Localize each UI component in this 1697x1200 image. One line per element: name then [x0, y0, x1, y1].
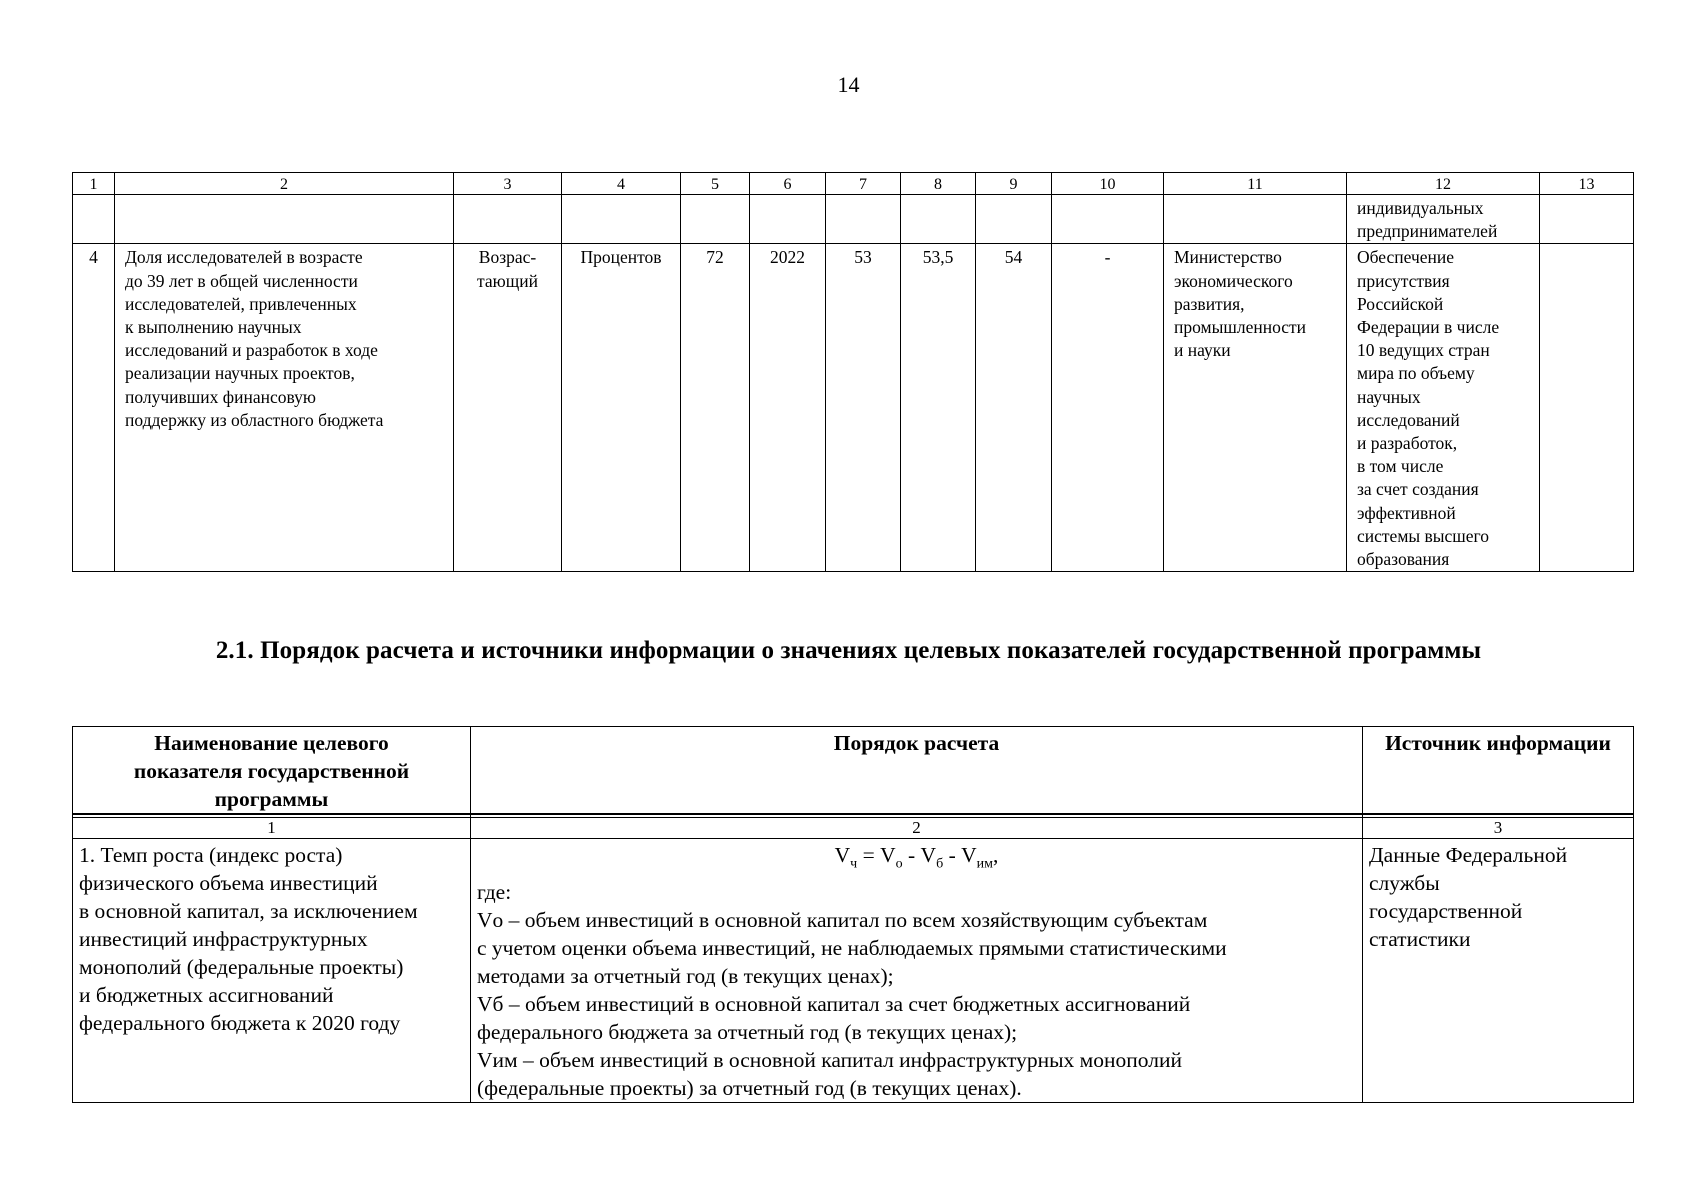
text-line: получивших финансовую: [125, 386, 316, 407]
formula-part: - V: [902, 843, 937, 867]
column-number: 2: [115, 173, 454, 195]
text-line: методами за отчетный год (в текущих ценах);: [477, 964, 894, 989]
column-number: 3: [454, 173, 562, 195]
value-cell: 54: [976, 244, 1052, 572]
text-line: Возрас-: [478, 247, 537, 268]
text-line: образования: [1357, 549, 1450, 570]
formula-subscript: им: [976, 856, 993, 872]
column-number: 2: [471, 818, 1363, 839]
calculation-table: [72, 726, 1634, 1103]
text-line: промышленности: [1174, 317, 1307, 338]
text-line: системы высшего: [1357, 525, 1490, 546]
source-cell: [1363, 839, 1634, 1103]
formula-subscript: о: [895, 856, 903, 872]
text-line: в основной капитал, за исключением: [79, 899, 418, 923]
trend-cell: [454, 244, 562, 572]
section-title: 2.1. Порядок расчета и источники информации о значениях целевых показателей государственной программы: [215, 637, 1482, 664]
row-number: 4: [73, 244, 115, 572]
formula-part: - V: [943, 843, 977, 867]
text-line: Vо – объем инвестиций в основной капитал по всем хозяйствующим субъектам: [477, 908, 1208, 933]
continuation-goal-cell: [1347, 195, 1540, 244]
text-line: исследований: [1357, 409, 1460, 430]
text-line: Федерации в числе: [1357, 317, 1500, 338]
column-number-row: [73, 173, 1634, 195]
text-line: монополий (федеральные проекты): [79, 955, 404, 979]
header-source: Источник информации: [1363, 727, 1634, 815]
text-line: статистики: [1369, 927, 1471, 951]
text-line: службы: [1369, 871, 1440, 895]
text-line: где:: [477, 880, 512, 905]
text-line: эффективной: [1357, 502, 1456, 523]
value-cell: -: [1052, 244, 1164, 572]
column-number: 1: [73, 818, 471, 839]
text-line: государственной: [1369, 899, 1523, 923]
text-line: Обеспечение: [1357, 247, 1455, 268]
column-number: 6: [750, 173, 826, 195]
indicator-name-cell: [73, 839, 471, 1103]
formula-subscript: б: [936, 856, 944, 872]
text-line: Российской: [1357, 293, 1444, 314]
goal-cell: [1347, 244, 1540, 572]
text-line: индивидуальных: [1357, 198, 1484, 218]
column-number: 10: [1052, 173, 1164, 195]
empty-cell: [1540, 244, 1634, 572]
text-line: и разработок,: [1357, 433, 1458, 454]
value-cell: 53: [826, 244, 901, 572]
text-line: мира по объему: [1357, 363, 1475, 384]
text-line: Министерство: [1174, 247, 1282, 268]
column-number: 13: [1540, 173, 1634, 195]
column-number: 3: [1363, 818, 1634, 839]
text-line: в том числе: [1357, 456, 1444, 477]
text-line: исследований и разработок в ходе: [125, 340, 378, 361]
column-number: 7: [826, 173, 901, 195]
calculation-cell: [471, 839, 1363, 1103]
text-line: Доля исследователей в возрасте: [125, 247, 363, 268]
text-line: Vим – объем инвестиций в основной капитал инфраструктурных монополий: [477, 1048, 1182, 1073]
text-line: 10 ведущих стран: [1357, 340, 1490, 361]
responsible-cell: [1164, 244, 1347, 572]
indicator-name-cell: [115, 244, 454, 572]
column-number-row: [73, 818, 1634, 839]
continuation-row: [73, 195, 1634, 244]
value-cell: 53,5: [901, 244, 976, 572]
text-line: реализации научных проектов,: [125, 363, 355, 384]
text-line: показателя государственной: [133, 759, 410, 783]
text-line: исследователей, привлеченных: [125, 293, 357, 314]
text-line: программы: [214, 787, 329, 811]
text-line: поддержку из областного бюджета: [125, 409, 384, 430]
text-line: (федеральные проекты) за отчетный год (в текущих ценах).: [477, 1076, 1022, 1101]
formula: [477, 841, 1356, 878]
text-line: предпринимателей: [1357, 221, 1498, 242]
formula-part: = V: [857, 843, 896, 867]
text-line: физического объема инвестиций: [79, 871, 378, 895]
text-line: за счет создания: [1357, 479, 1479, 500]
formula-subscript: ч: [850, 856, 858, 872]
text-line: Данные Федеральной: [1369, 843, 1568, 867]
text-line: к выполнению научных: [125, 317, 302, 338]
column-number: 11: [1164, 173, 1347, 195]
table-row: [73, 244, 1634, 572]
unit-cell: Процентов: [562, 244, 681, 572]
column-number: 4: [562, 173, 681, 195]
text-line: экономического: [1174, 270, 1293, 291]
text-line: до 39 лет в общей численности: [125, 270, 358, 291]
text-line: Наименование целевого: [154, 731, 389, 755]
text-line: развития,: [1174, 293, 1245, 314]
page-number: 14: [837, 72, 860, 97]
text-line: Vб – объем инвестиций в основной капитал за счет бюджетных ассигнований: [477, 992, 1191, 1017]
column-number: 1: [73, 173, 115, 195]
column-number: 5: [681, 173, 750, 195]
base-year-cell: 2022: [750, 244, 826, 572]
text-line: присутствия: [1357, 270, 1450, 291]
column-number: 8: [901, 173, 976, 195]
text-line: и бюджетных ассигнований: [79, 983, 334, 1007]
base-value-cell: 72: [681, 244, 750, 572]
formula-part: V: [834, 843, 851, 867]
column-number: 9: [976, 173, 1052, 195]
text-line: и науки: [1174, 340, 1231, 361]
header-indicator-name: [73, 727, 471, 815]
header-calculation: Порядок расчета: [471, 727, 1363, 815]
text-line: инвестиций инфраструктурных: [79, 927, 368, 951]
text-line: федерального бюджета к 2020 году: [79, 1011, 401, 1035]
header-row: [73, 727, 1634, 815]
indicators-table: [72, 172, 1634, 572]
formula-part: ,: [992, 843, 999, 867]
table-row: [73, 839, 1634, 1103]
text-line: тающий: [477, 270, 538, 291]
text-line: 1. Темп роста (индекс роста): [79, 843, 343, 867]
text-line: федерального бюджета за отчетный год (в текущих ценах);: [477, 1020, 1018, 1045]
column-number: 12: [1347, 173, 1540, 195]
text-line: с учетом оценки объема инвестиций, не наблюдаемых прямыми статистическими: [477, 936, 1227, 961]
text-line: научных: [1357, 386, 1421, 407]
